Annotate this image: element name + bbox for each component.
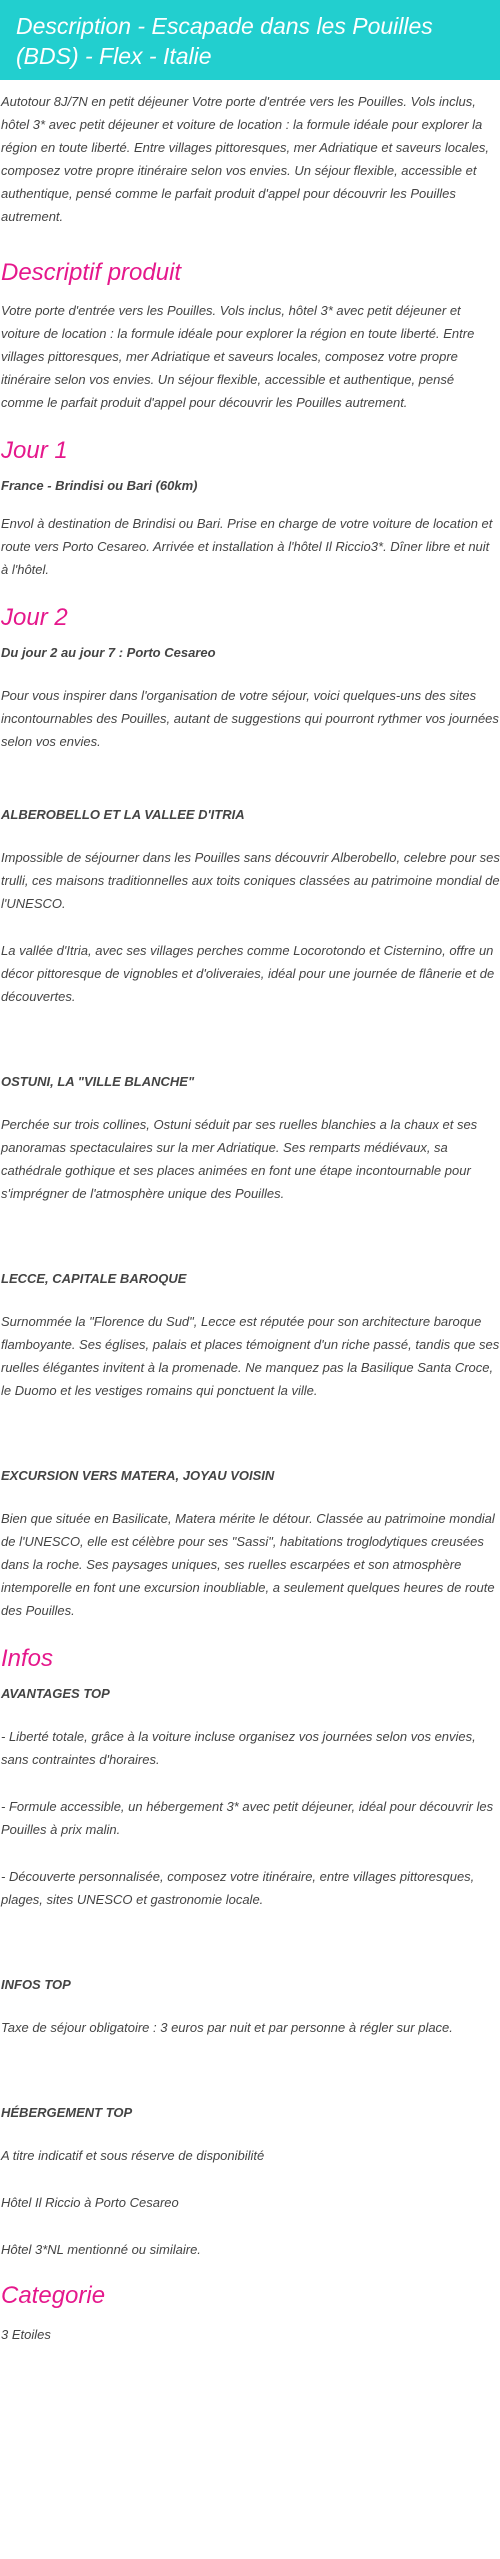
alberobello-text-1: Impossible de séjourner dans les Pouilles sans découvrir Alberobello, celebre pour ses trulli, ces maisons traditionnelles aux toits coniques classées au patrimoine mondial de l'UNESCO. bbox=[1, 850, 500, 911]
hebergement-line-1: A titre indicatif et sous réserve de disponibilité bbox=[1, 2148, 265, 2163]
ostuni-title: OSTUNI, LA "VILLE BLANCHE" bbox=[1, 1074, 195, 1089]
avantage-3: - Découverte personnalisée, composez votre itinéraire, entre villages pittoresques, plages, sites UNESCO et gastronomie locale. bbox=[1, 1869, 475, 1907]
hebergement-line-3: Hôtel 3*NL mentionné ou similaire. bbox=[1, 2242, 201, 2257]
descriptif-heading: Descriptif produit bbox=[1, 259, 182, 286]
jour1-heading: Jour 1 bbox=[1, 437, 68, 464]
lecce-title: LECCE, CAPITALE BAROQUE bbox=[1, 1271, 187, 1286]
infos-heading: Infos bbox=[1, 1645, 54, 1672]
ostuni-text: Perchée sur trois collines, Ostuni séduit par ses ruelles blanchies a la chaux et ses panoramas spectaculaires sur la mer Adriatique. Ses remparts médiévaux, sa cathédrale gothique et ses places animées en font une étape incontournable pour s'imprégner de l'atmosphère unique des Pouilles. bbox=[1, 1117, 478, 1201]
infos-top-title: INFOS TOP bbox=[1, 1977, 71, 1992]
categorie-value: 3 Etoiles bbox=[1, 2327, 51, 2342]
jour1-subtitle: France - Brindisi ou Bari (60km) bbox=[1, 478, 198, 493]
jour1-section bbox=[0, 436, 500, 581]
avantages-title: AVANTAGES TOP bbox=[1, 1686, 110, 1701]
hebergement-title: HÉBERGEMENT TOP bbox=[1, 2105, 133, 2120]
descriptif-section bbox=[0, 258, 500, 414]
jour2-intro-text: Pour vous inspirer dans l'organisation de votre séjour, voici quelques-uns des sites incontournables des Pouilles, autant de suggestions qui pourront rythmer vos journées selon vos envies. bbox=[1, 688, 499, 749]
alberobello-title: ALBEROBELLO ET LA VALLEE D'ITRIA bbox=[1, 807, 245, 822]
lecce-text: Surnommée la "Florence du Sud", Lecce est réputée pour son architecture baroque flamboyante. Ses églises, palais et places témoignent d'un riche passé, tandis que ses ruelles élégantes invitent à la promenade. Ne manquez pas la Basilique Santa Croce, le Duomo et les vestiges romains qui ponctuent la ville. bbox=[1, 1314, 500, 1398]
matera-title: EXCURSION VERS MATERA, JOYAU VOISIN bbox=[1, 1468, 275, 1483]
infos-top-text: Taxe de séjour obligatoire : 3 euros par nuit et par personne à régler sur place. bbox=[1, 2020, 453, 2035]
intro-text: Autotour 8J/7N en petit déjeuner Votre porte d'entrée vers les Pouilles. Vols inclus, hôtel 3* avec petit déjeuner et voiture de location : la formule idéale pour explorer la région en toute liberté. Entre villages pittoresques, mer Adriatique et saveurs locales, composez votre propre itinéraire selon vos envies. Un séjour flexible, accessible et authentique, pensé comme le parfait produit d'appel pour découvrir les Pouilles autrement. bbox=[1, 94, 490, 224]
jour1-text: Envol à destination de Brindisi ou Bari. Prise en charge de votre voiture de location et route vers Porto Cesareo. Arrivée et installation à l'hôtel Il Riccio3*. Dîner libre et nuit à l'hôtel. bbox=[1, 516, 493, 577]
jour2-subtitle: Du jour 2 au jour 7 : Porto Cesareo bbox=[1, 645, 216, 660]
descriptif-text: Votre porte d'entrée vers les Pouilles. Vols inclus, hôtel 3* avec petit déjeuner et voiture de location : la formule idéale pour explorer la région en toute liberté. Entre villages pittoresques, mer Adriatique et saveurs locales, composez votre propre itinéraire selon vos envies. Un séjour flexible, accessible et authentique, pensé comme le parfait produit d'appel pour découvrir les Pouilles autrement. bbox=[1, 303, 475, 410]
hebergement-line-2: Hôtel Il Riccio à Porto Cesareo bbox=[1, 2195, 179, 2210]
alberobello-text-2: La vallée d'Itria, avec ses villages perches comme Locorotondo et Cisternino, offre un décor pittoresque de vignobles et d'oliveraies, idéal pour une journée de flânerie et de découvertes. bbox=[1, 943, 495, 1004]
categorie-section bbox=[0, 2281, 500, 2346]
page-title: Description - Escapade dans les Pouilles (BDS) - Flex - Italie bbox=[16, 13, 433, 69]
avantage-2: - Formule accessible, un hébergement 3* avec petit déjeuner, idéal pour découvrir les Pouilles à prix malin. bbox=[1, 1799, 494, 1837]
avantage-1: - Liberté totale, grâce à la voiture incluse organisez vos journées selon vos envies, sans contraintes d'horaires. bbox=[1, 1729, 476, 1767]
infos-section bbox=[0, 1644, 500, 2261]
jour2-heading: Jour 2 bbox=[1, 604, 68, 631]
matera-text: Bien que située en Basilicate, Matera mérite le détour. Classée au patrimoine mondial de l'UNESCO, elle est célèbre pour ses "Sassi", habitations troglodytiques creusées dans la roche. Ses paysages uniques, ses ruelles escarpées et son atmosphère intemporelle en font une excursion inoubliable, a seulement quelques heures de route des Pouilles. bbox=[1, 1511, 495, 1618]
categorie-heading: Categorie bbox=[1, 2282, 106, 2309]
jour2-section bbox=[0, 603, 500, 1622]
page-title-banner bbox=[0, 0, 500, 80]
